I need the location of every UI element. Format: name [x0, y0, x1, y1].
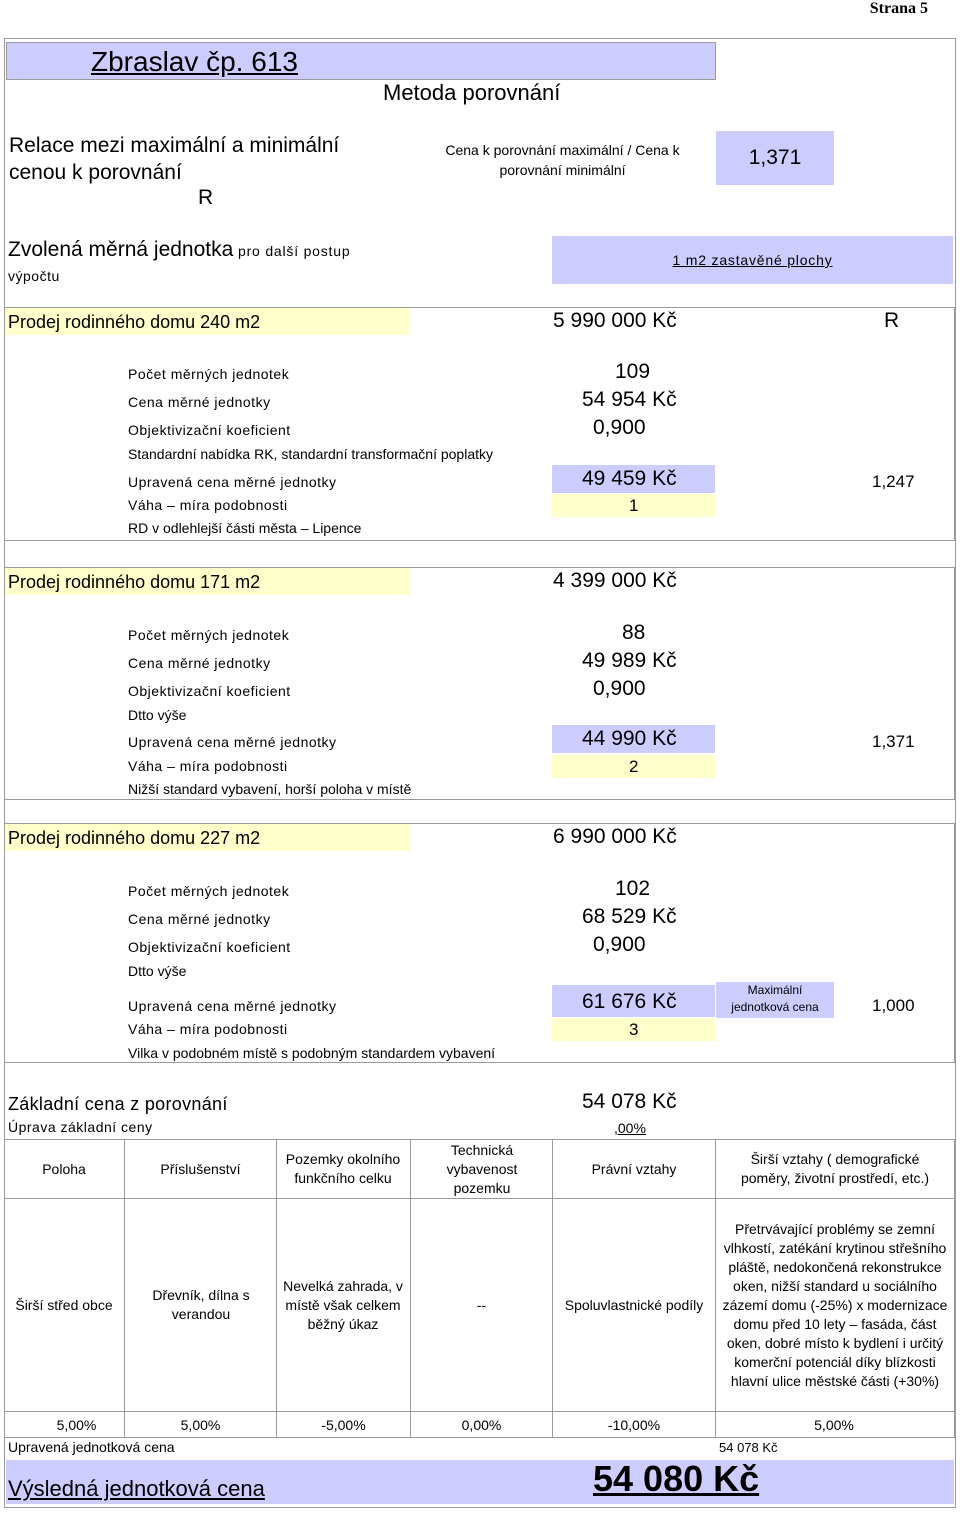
relation-description-line2: porovnání minimální [499, 162, 626, 178]
comparable-2-price: 4 399 000 Kč [553, 569, 677, 592]
adjust-desc-utilities: -- [476, 1296, 487, 1313]
comparable-3-title: Prodej rodinného domu 227 m2 [8, 828, 261, 848]
base-adjust-value: ,00% [614, 1120, 646, 1136]
page-number: Strana 5 [869, 0, 928, 17]
comparable-1-coef-note: Standardní nabídka RK, standardní transformační poplatky [128, 446, 493, 462]
comparable-3-max-label [716, 982, 834, 1018]
comparable-1-adjusted-label: Upravená cena měrné jednotky [128, 474, 337, 490]
comparable-3-count: 102 [615, 877, 651, 900]
adjust-header-utilities: Technická vybavenost pozemku [446, 1141, 518, 1196]
comparable-3-title-bar [5, 824, 410, 851]
comparable-2-weight: 2 [629, 757, 639, 776]
comparable-2-weight-label: Váha – míra podobnosti [128, 758, 288, 774]
comparable-1-adjusted: 49 459 Kč [582, 467, 677, 490]
unit-value: 1 m2 zastavěné plochy [672, 252, 833, 268]
result-value: 54 080 Kč [593, 1458, 760, 1499]
comparable-2-title: Prodej rodinného domu 171 m2 [8, 572, 261, 592]
comparable-3-coef: 0,900 [593, 933, 646, 956]
adjust-header-accessories: Příslušenství [160, 1160, 241, 1177]
comparable-3-price: 6 990 000 Kč [553, 825, 677, 848]
comparable-2-unit-price: 49 989 Kč [582, 649, 677, 672]
relation-label [9, 132, 339, 186]
comparable-2-ratio: 1,371 [872, 732, 915, 751]
method-title: Metoda porovnání [383, 80, 561, 105]
adjusted-unit-price-label: Upravená jednotková cena [8, 1439, 175, 1455]
adjust-desc-wider: Přetrvávající problémy se zemní vlhkostí, zatékání krytinou střešního pláště, nedokončená rekonstrukce oken, nižší standard u sociálního zázemí domu (-25%) x modernizace domu před 10 lety – fasáda, část oken, dobré místo k bydlení i určitý komerční potenciál díky blízkosti hlavní ulice městské části (+30%) [722, 1220, 948, 1389]
result-label: Výsledná jednotková cena [8, 1476, 265, 1501]
comparable-2-count-label: Počet měrných jednotek [128, 627, 290, 643]
relation-label-line2: cenou k porovnání [9, 161, 182, 184]
comparable-2-coef-label: Objektivizační koeficient [128, 683, 291, 699]
page-title: Zbraslav čp. 613 [91, 46, 298, 77]
result-bar [6, 1460, 954, 1504]
comparable-2-adjusted-label: Upravená cena měrné jednotky [128, 734, 337, 750]
comparable-1-r-label: R [884, 309, 900, 332]
relation-r-label: R [198, 186, 214, 209]
comparable-1-adjusted-box [552, 465, 715, 493]
adjust-table-col-divider-2 [276, 1139, 277, 1438]
base-price-label: Základní cena z porovnání [8, 1094, 228, 1114]
adjust-header-wider: Širší vztahy ( demografické poměry, životní prostředí, etc.) [740, 1151, 930, 1186]
comparable-2-adjusted-box [552, 725, 715, 753]
comparable-2-adjusted: 44 990 Kč [582, 727, 677, 750]
comparable-3-note: Vilka v podobném místě s podobným standardem vybavení [128, 1045, 496, 1061]
comparable-1-count-label: Počet měrných jednotek [128, 366, 290, 382]
comparable-1-coef-label: Objektivizační koeficient [128, 422, 291, 438]
adjust-percent-location: 5,00% [56, 1416, 97, 1433]
comparable-3-adjusted-label: Upravená cena měrné jednotky [128, 998, 337, 1014]
unit-label-line2: výpočtu [8, 268, 60, 284]
comparable-1-title: Prodej rodinného domu 240 m2 [8, 312, 261, 332]
comparable-3-unit-price-label: Cena měrné jednotky [128, 911, 271, 927]
unit-label-bold: Zvolená měrná jednotka [8, 238, 234, 261]
comparable-3-unit-price: 68 529 Kč [582, 905, 677, 928]
comparable-1-weight: 1 [629, 496, 639, 515]
comparable-3-weight-box [552, 1018, 715, 1041]
adjust-desc-accessories: Dřevník, dílna s verandou [152, 1287, 250, 1322]
comparable-1-weight-label: Váha – míra podobnosti [128, 497, 288, 513]
comparable-1-unit-price-label: Cena měrné jednotky [128, 394, 271, 410]
comparable-3-count-label: Počet měrných jednotek [128, 883, 290, 899]
relation-value: 1,371 [716, 131, 834, 185]
comparable-2-coef: 0,900 [593, 677, 646, 700]
adjust-table-col-divider-5 [715, 1139, 716, 1438]
comparable-2-note: Nižší standard vybavení, horší poloha v místě [128, 781, 412, 797]
comparable-1-title-bar [5, 308, 410, 335]
adjust-desc-land: Nevelká zahrada, v místě však celkem běžný úkaz [283, 1277, 403, 1332]
comparable-1-weight-box [552, 494, 715, 517]
relation-description [425, 140, 700, 180]
adjust-header-location: Poloha [42, 1160, 86, 1177]
adjusted-unit-price-value: 54 078 Kč [719, 1440, 778, 1455]
comparable-2-title-bar [5, 568, 410, 595]
comparable-3-coef-label: Objektivizační koeficient [128, 939, 291, 955]
unit-label-small: pro další postup [233, 243, 351, 259]
comparable-3-weight-label: Váha – míra podobnosti [128, 1021, 288, 1037]
comparable-1-unit-price: 54 954 Kč [582, 388, 677, 411]
adjust-header-land: Pozemky okolního funkčního celku [285, 1151, 401, 1186]
relation-label-line1: Relace mezi maximální a minimální [9, 134, 340, 157]
comparable-2-count: 88 [622, 621, 646, 644]
adjust-percent-legal: -10,00% [607, 1416, 661, 1433]
comparable-1-coef: 0,900 [593, 416, 646, 439]
comparable-3-max-label-line1: Maximální [747, 983, 803, 997]
adjust-desc-location: Širší střed obce [15, 1296, 113, 1313]
unit-label [8, 238, 350, 288]
adjust-desc-legal: Spoluvlastnické podíly [564, 1296, 704, 1313]
comparable-3-coef-note: Dtto výše [128, 963, 187, 979]
comparable-2-unit-price-label: Cena měrné jednotky [128, 655, 271, 671]
adjust-percent-accessories: 5,00% [180, 1416, 221, 1433]
comparable-3-adjusted-box [552, 985, 715, 1017]
base-price-value: 54 078 Kč [582, 1090, 677, 1113]
comparable-1-price: 5 990 000 Kč [553, 309, 677, 332]
unit-value-box [552, 236, 953, 284]
comparable-1-count: 109 [615, 360, 651, 383]
adjust-percent-wider: 5,00% [814, 1416, 854, 1433]
comparable-3-weight: 3 [629, 1020, 639, 1039]
comparable-2-weight-box [552, 755, 715, 778]
adjust-percent-land: -5,00% [321, 1416, 366, 1433]
comparable-1-note: RD v odlehlejší části města – Lipence [128, 520, 362, 536]
comparable-1-ratio: 1,247 [872, 472, 915, 491]
comparable-3-max-label-line2: jednotková cena [731, 1000, 819, 1014]
comparable-3-ratio: 1,000 [872, 996, 915, 1015]
base-adjust-label: Úprava základní ceny [8, 1119, 153, 1135]
relation-description-line1: Cena k porovnání maximální / Cena k [445, 142, 680, 158]
comparable-3-adjusted: 61 676 Kč [582, 990, 677, 1013]
adjust-percent-utilities: 0,00% [461, 1416, 502, 1433]
title-box [6, 42, 716, 80]
comparable-2-coef-note: Dtto výše [128, 707, 187, 723]
adjust-header-legal: Právní vztahy [591, 1160, 677, 1177]
